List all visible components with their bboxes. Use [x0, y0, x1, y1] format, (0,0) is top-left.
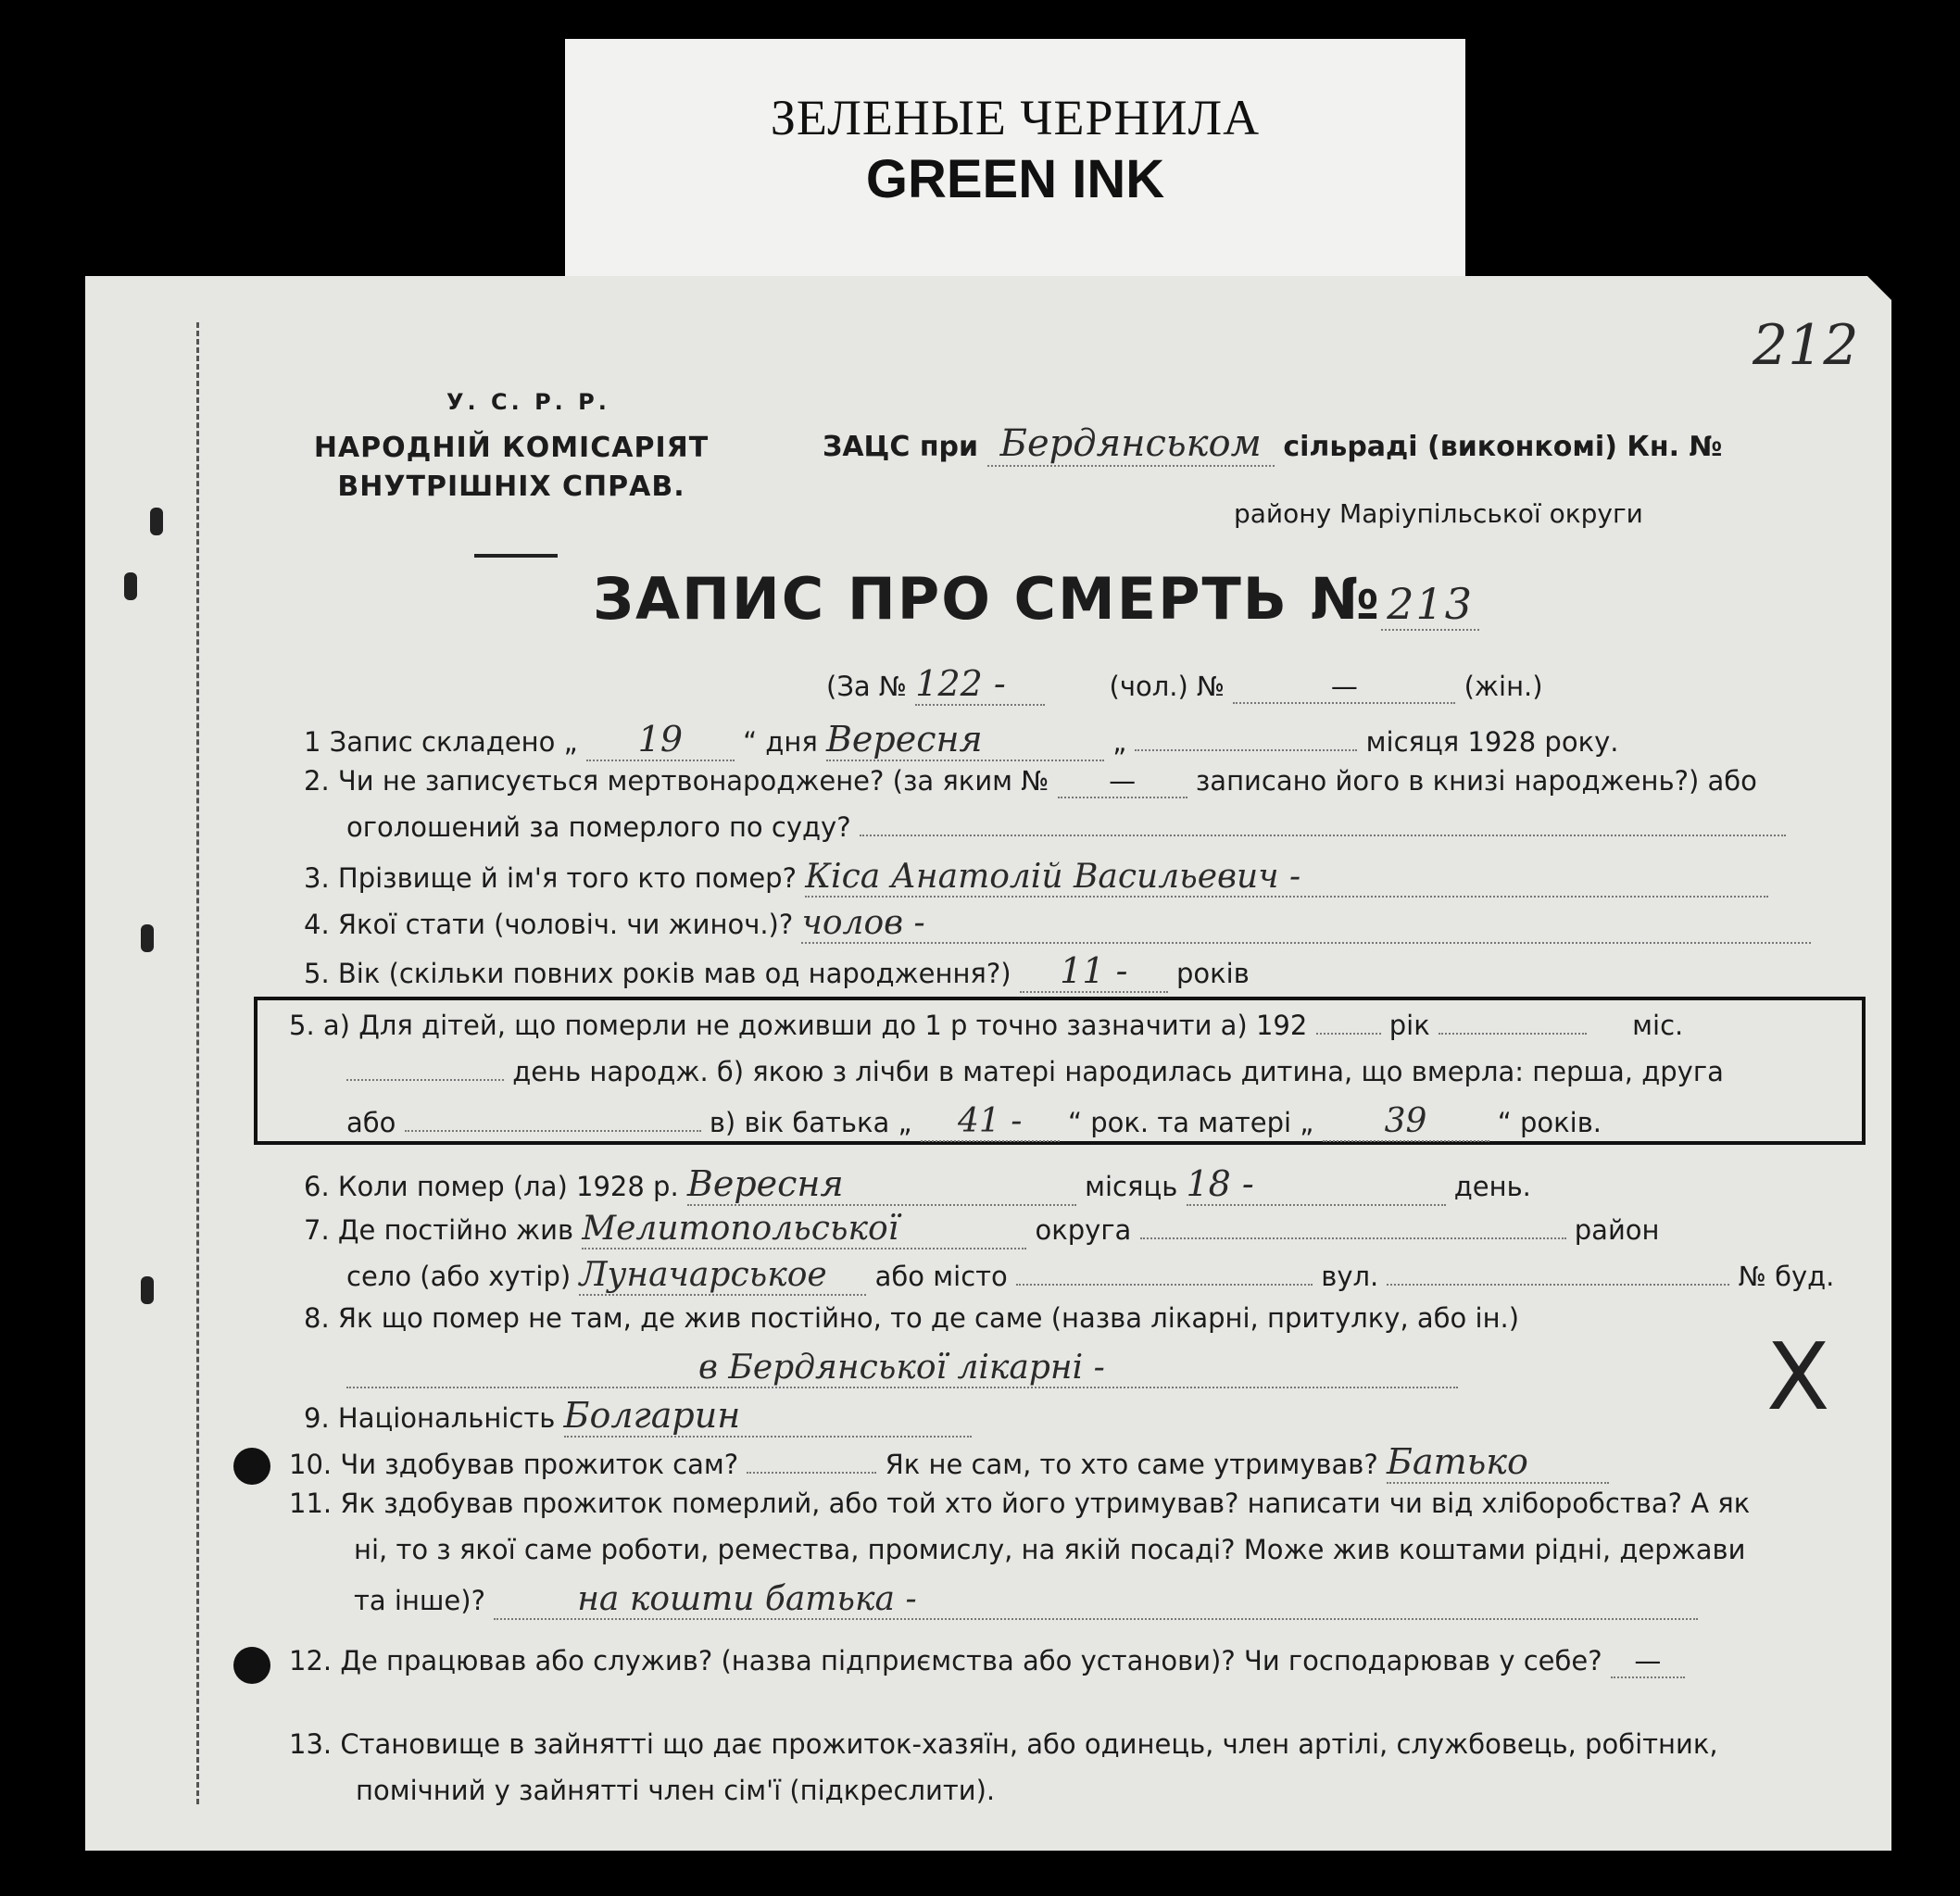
residence-street	[1387, 1284, 1729, 1286]
row-5-years: років	[1176, 958, 1250, 989]
zags-council: Бердянськом	[987, 422, 1275, 467]
row-1-blank	[1135, 749, 1357, 751]
row-7-house-label: № буд.	[1738, 1261, 1835, 1292]
row-1-day-label: “ дня	[743, 726, 818, 758]
row-number: 13.	[289, 1728, 333, 1760]
row-5a-month-label: міс.	[1632, 1010, 1684, 1041]
commissariat-name: НАРОДНІЙ КОМІСАРІЯТ ВНУТРІШНІХ СПРАВ.	[313, 432, 710, 503]
row-5a-year-label: рік	[1388, 1010, 1430, 1041]
row-8-label: Як що помер не там, де жив постійно, то де саме (назва лікарні, притулку, або ін.)	[337, 1302, 1520, 1334]
green-ink-label	[565, 39, 1465, 276]
row-12	[289, 1645, 1685, 1678]
death-place: в Бердянської лікарні -	[346, 1349, 1458, 1388]
death-record-form	[85, 276, 1891, 1851]
row-number: 8.	[304, 1302, 330, 1334]
row-9-label: Національність	[337, 1402, 556, 1434]
row-6-label: Коли помер (ла) 1928 р.	[337, 1171, 679, 1202]
row-6-month-label: місяць	[1085, 1171, 1178, 1202]
self-support-blank	[747, 1472, 876, 1474]
row-11-line-3	[354, 1580, 1698, 1620]
row-8	[304, 1302, 1519, 1334]
binding-notch	[141, 924, 154, 952]
row-number: 1	[304, 726, 321, 758]
row-7-city-label: або місто	[874, 1261, 1008, 1292]
row-2-cont	[346, 811, 1786, 843]
row-6-day-label: день.	[1453, 1171, 1531, 1202]
row-2-label: Чи не записується мертвонароджене? (за яким №	[337, 765, 1049, 797]
birth-month-blank	[1439, 1033, 1587, 1035]
row-5a-years: “ років.	[1497, 1107, 1602, 1138]
label-russian: ЗЕЛЕНЫЕ ЧЕРНИЛА	[770, 90, 1261, 145]
row-1	[304, 719, 1618, 761]
row-5-label: Вік (скільки повних років мав од народження?)	[337, 958, 1011, 989]
row-13	[289, 1728, 1718, 1760]
binding-notch	[150, 508, 163, 535]
male-label: (чол.) №	[1109, 671, 1225, 702]
row-3	[304, 858, 1768, 898]
father-age-label: в) вік батька „	[709, 1107, 912, 1138]
row-13-label-1: Становище в зайнятті що дає прожиток-хазяїн, або одинець, член артілі, службовець, робітник,	[340, 1728, 1718, 1760]
binding-notch	[141, 1276, 154, 1304]
row-2-label-c: оголошений за померлого по суду?	[346, 811, 851, 843]
row-7-street-label: вул.	[1321, 1261, 1379, 1292]
death-day: 18 -	[1187, 1163, 1446, 1206]
deceased-sex: чолов -	[801, 904, 1811, 944]
for-label: (За №	[826, 671, 908, 702]
row-8-cont	[346, 1349, 1458, 1388]
workplace: —	[1611, 1645, 1685, 1678]
row-5a-label-2: день народж. б) якою з лічби в матері народилась дитина, що вмерла: перша, друга	[512, 1056, 1724, 1087]
death-month: Вересня	[687, 1163, 1076, 1206]
for-number: 122 -	[915, 663, 1045, 706]
row-13-line-2: помічний у зайнятті член сім'ї (підкреслити).	[356, 1775, 996, 1806]
row-12-label: Де працював або служив? (назва підприємства або установи)? Чи господарював у себе?	[340, 1645, 1602, 1676]
row-number: 10.	[289, 1449, 333, 1480]
ussr-header: У. С. Р. Р.	[446, 389, 610, 415]
row-4-label: Якої стати (чоловіч. чи жиноч.)?	[337, 909, 794, 940]
deceased-name: Кіса Анатолій Васильевич -	[805, 858, 1768, 898]
record-title	[593, 565, 1479, 633]
deceased-age: 11 -	[1020, 950, 1168, 993]
binding-notch	[124, 572, 137, 600]
row-11	[289, 1488, 1750, 1519]
row-1-label: Запис складено „	[329, 726, 578, 758]
page-number: 212	[1753, 313, 1859, 378]
row-number: 6.	[304, 1171, 330, 1202]
row-number: 9.	[304, 1402, 330, 1434]
birth-order-blank	[405, 1130, 701, 1132]
row-11-label-1: Як здобував прожиток померлий, або той хто його утримував? написати чи від хліборобства? А як	[340, 1488, 1751, 1519]
row-1-year: місяця 1928 року.	[1365, 726, 1619, 758]
row-1-quote: „	[1112, 726, 1127, 758]
stillborn-number: —	[1058, 765, 1187, 798]
row-5a-line-2	[346, 1056, 1724, 1087]
label-english: GREEN INK	[865, 149, 1165, 209]
row-7-cont	[346, 1256, 1834, 1296]
zags-prefix: ЗАЦС при	[823, 431, 979, 463]
header-rule	[474, 554, 558, 558]
record-number: 213	[1381, 579, 1479, 631]
row-2	[304, 765, 1757, 798]
row-10-label: Чи здобував прожиток сам?	[340, 1449, 739, 1480]
row-5a-label: 5. а) Для дітей, що померли не доживши до 1 р точно зазначити а) 192	[289, 1010, 1308, 1041]
birth-year-blank	[1316, 1033, 1381, 1035]
row-6	[304, 1163, 1531, 1206]
record-title-text: ЗАПИС ПРО СМЕРТЬ №	[593, 565, 1382, 633]
means-of-living: на кошти батька -	[494, 1580, 1698, 1620]
row-2-blank	[860, 835, 1786, 836]
residence-city	[1016, 1284, 1313, 1286]
residence-district	[1140, 1237, 1566, 1239]
row-2-label-b: записано його в книзі народжень?) або	[1195, 765, 1757, 797]
record-day: 19	[586, 719, 735, 761]
row-5a-line-1	[289, 1010, 1683, 1041]
record-references	[826, 663, 1543, 706]
row-10	[289, 1441, 1609, 1484]
birth-day-blank	[346, 1079, 504, 1081]
punch-hole	[233, 1647, 270, 1684]
row-7-village-label: село (або хутір)	[346, 1261, 572, 1292]
residence-village: Луначарськое	[579, 1256, 866, 1296]
nationality: Болгарин	[564, 1395, 972, 1438]
residence-okrug: Мелитопольської	[582, 1210, 1026, 1249]
district-line: району Маріупільської округи	[1234, 498, 1643, 529]
row-3-label: Прізвище й ім'я того кто помер?	[337, 862, 797, 894]
zags-line	[823, 422, 1723, 467]
perforation-line	[196, 322, 199, 1804]
row-10-label-b: Як не сам, то хто саме утримував?	[885, 1449, 1378, 1480]
supporter: Батько	[1387, 1441, 1609, 1484]
row-5a-line-3	[346, 1102, 1602, 1142]
row-5a-or: або	[346, 1107, 396, 1138]
row-number: 7.	[304, 1214, 330, 1246]
row-4	[304, 904, 1811, 944]
row-9	[304, 1395, 972, 1438]
row-number: 2.	[304, 765, 330, 797]
row-7-district-label: район	[1574, 1214, 1660, 1246]
row-11-line-2: ні, то з якої саме роботи, ремества, промислу, на якій посаді? Може жив коштами рідні, держави	[354, 1534, 1746, 1565]
row-5	[304, 950, 1250, 993]
record-month: Вересня	[826, 719, 1104, 761]
row-number: 5.	[304, 958, 330, 989]
mother-age-label: “ рок. та матері „	[1067, 1107, 1314, 1138]
mother-age: 39	[1323, 1102, 1489, 1142]
row-number: 4.	[304, 909, 330, 940]
zags-suffix: сільраді (виконкомі) Кн. №	[1283, 431, 1723, 463]
punch-hole	[233, 1448, 270, 1485]
row-number: 11.	[289, 1488, 333, 1519]
father-age: 41 -	[921, 1102, 1060, 1142]
row-7-okrug-label: округа	[1035, 1214, 1132, 1246]
row-number: 12.	[289, 1645, 333, 1676]
row-7-label: Де постійно жив	[337, 1214, 574, 1246]
cross-mark: X	[1766, 1323, 1830, 1431]
male-number: —	[1233, 671, 1455, 704]
row-number: 3.	[304, 862, 330, 894]
row-11-label-3: та інше)?	[354, 1585, 485, 1616]
folded-corner	[1867, 276, 1891, 300]
female-label: (жін.)	[1464, 671, 1543, 702]
row-7	[304, 1210, 1660, 1249]
